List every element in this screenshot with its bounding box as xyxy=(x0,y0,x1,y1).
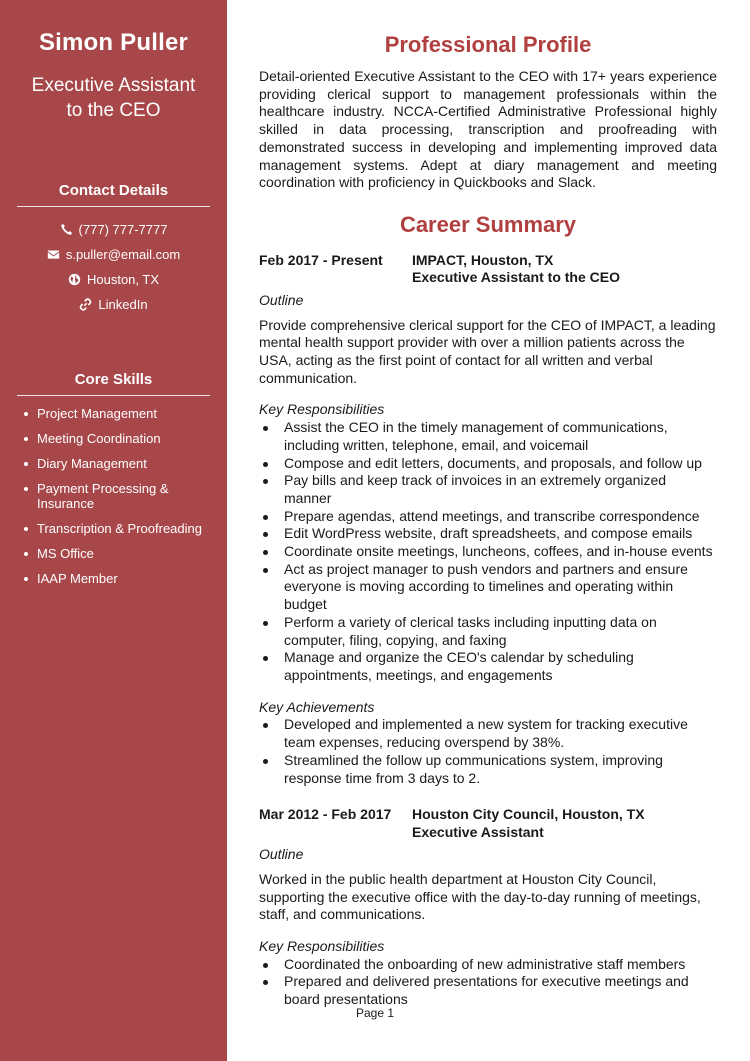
skill-item: Diary Management xyxy=(24,456,211,471)
phone-text: (777) 777-7777 xyxy=(78,222,168,237)
job-header xyxy=(259,806,717,841)
skill-item: Transcription & Proofreading xyxy=(24,521,211,536)
job-outline: Worked in the public health department at Houston City Council, supporting the executive office with the day-to-day running of meetings, staff, and communications. xyxy=(259,870,701,923)
skill-item: Project Management xyxy=(24,406,211,421)
candidate-name: Simon Puller xyxy=(38,29,189,56)
main-content xyxy=(259,0,717,1009)
skill-item: IAAP Member xyxy=(24,571,211,586)
responsibilities-list xyxy=(259,419,717,685)
skill-item: MS Office xyxy=(24,546,211,561)
envelope-icon xyxy=(47,248,60,261)
list-item: Edit WordPress website, draft spreadsheets, and compose emails xyxy=(259,525,717,543)
job-role: Executive Assistant xyxy=(412,823,544,840)
job-org: Houston City Council, Houston, TX xyxy=(412,806,645,823)
skills-heading: Core Skills xyxy=(74,371,153,388)
list-item: Coordinated the onboarding of new administrative staff members xyxy=(259,956,717,974)
title-line-2: to the CEO xyxy=(66,100,161,121)
job-header xyxy=(259,252,717,287)
outline-label: Outline xyxy=(259,291,304,308)
contact-phone xyxy=(0,217,227,242)
achievements-label: Key Achievements xyxy=(259,698,375,715)
list-item: Pay bills and keep track of invoices in an extremely organized manner xyxy=(259,472,717,507)
list-item: Perform a variety of clerical tasks including inputting data on computer, filing, copying, and faxing xyxy=(259,614,717,649)
location-text: Houston, TX xyxy=(86,272,160,287)
profile-text: Detail-oriented Executive Assistant to the CEO with 17+ years experience providing clerical support to management professionals within the healthcare industry. NCCA-Certified Administrative Professional highly skilled in data processing, transcription and proofreading with demonstrated success in developing and implementing improved data management systems. Adept at diary management and meeting coordination with proficiency in Quickbooks and Slack. xyxy=(259,68,717,191)
job-entry xyxy=(259,806,717,1009)
list-item: Act as project manager to push vendors and partners and ensure everyone is moving according to timelines and operating within budget xyxy=(259,561,717,614)
profile-heading: Professional Profile xyxy=(384,32,592,57)
responsibilities-list xyxy=(259,956,717,1009)
contact-heading: Contact Details xyxy=(58,182,169,199)
list-item: Streamlined the follow up communications system, improving response time from 3 days to 2. xyxy=(259,752,717,787)
list-item: Prepared and delivered presentations for executive meetings and board presentations xyxy=(259,973,717,1008)
outline-label: Outline xyxy=(259,846,304,863)
link-icon xyxy=(79,298,92,311)
globe-icon xyxy=(68,273,81,286)
contact-divider xyxy=(17,206,210,207)
contact-list xyxy=(0,217,227,317)
contact-email xyxy=(0,242,227,267)
list-item: Manage and organize the CEO's calendar by scheduling appointments, meetings, and engagements xyxy=(259,649,717,684)
job-role: Executive Assistant to the CEO xyxy=(412,269,620,286)
skill-item: Meeting Coordination xyxy=(24,431,211,446)
list-item: Prepare agendas, attend meetings, and transcribe correspondence xyxy=(259,508,717,526)
job-org-block xyxy=(412,806,717,841)
skill-item: Payment Processing & Insurance xyxy=(24,481,211,511)
job-dates: Feb 2017 - Present xyxy=(259,251,383,268)
list-item: Compose and edit letters, documents, and proposals, and follow up xyxy=(259,455,717,473)
career-heading: Career Summary xyxy=(399,211,577,237)
contact-location xyxy=(0,267,227,292)
skills-list xyxy=(0,406,227,586)
job-entry xyxy=(259,252,717,787)
contact-linkedin[interactable] xyxy=(0,292,227,317)
job-org: IMPACT, Houston, TX xyxy=(412,251,554,268)
title-line-1: Executive Assistant xyxy=(31,75,196,96)
sidebar xyxy=(0,0,227,1061)
list-item: Coordinate onsite meetings, luncheons, coffees, and in-house events xyxy=(259,543,717,561)
job-outline: Provide comprehensive clerical support for the CEO of IMPACT, a leading mental health support provider with over a million patients across the USA, acting as the first point of contact for all written and verbal communication. xyxy=(259,316,716,386)
list-item: Assist the CEO in the timely management of communications, including written, telephone, email, and voicemail xyxy=(259,419,717,454)
list-item: Developed and implemented a new system for tracking executive team expenses, reducing overspend by 38%. xyxy=(259,716,717,751)
skills-divider xyxy=(17,395,210,396)
candidate-title xyxy=(0,73,227,123)
responsibilities-label: Key Responsibilities xyxy=(259,938,385,955)
email-text[interactable]: s.puller@email.com xyxy=(65,247,181,262)
phone-icon xyxy=(60,223,73,236)
job-org-block xyxy=(412,252,717,287)
responsibilities-label: Key Responsibilities xyxy=(259,401,385,418)
page-number: Page 1 xyxy=(355,1006,395,1020)
achievements-list xyxy=(259,716,717,787)
linkedin-link[interactable]: LinkedIn xyxy=(98,297,148,312)
job-dates: Mar 2012 - Feb 2017 xyxy=(259,806,392,823)
